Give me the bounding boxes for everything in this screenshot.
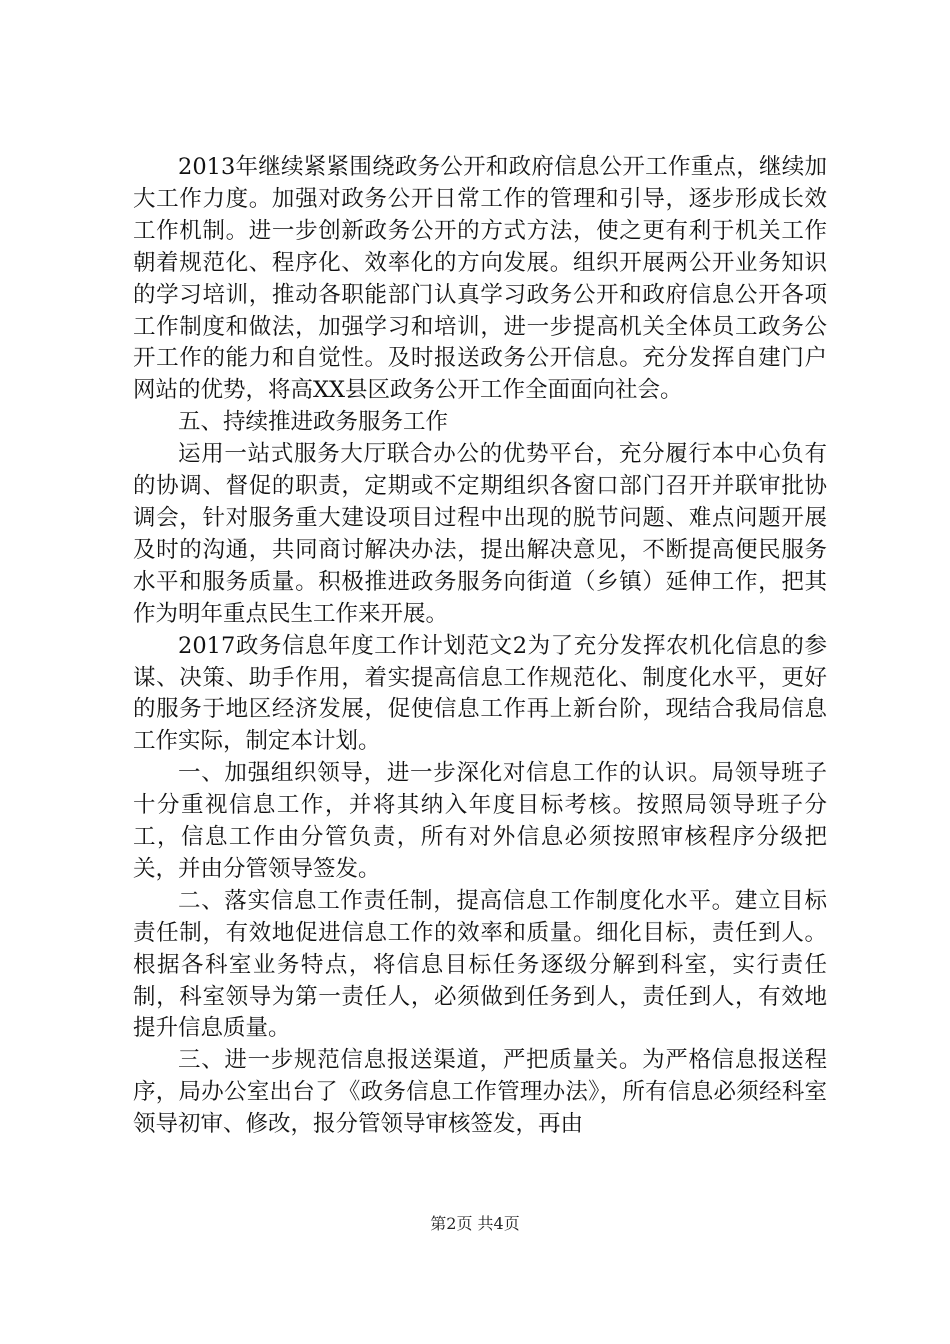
page-number-footer: 第2页 共4页 [430, 1214, 520, 1233]
paragraph-6: 三、进一步规范信息报送渠道，严把质量关。为严格信息报送程序，局办公室出台了《政务信息工作管理办法》，所有信息必须经科室领导初审、修改，报分管领导审核签发，再由 [133, 1047, 827, 1138]
paragraph-2: 运用一站式服务大厅联合办公的优势平台，充分履行本中心负有的协调、督促的职责，定期或不定期组织各窗口部门召开并联审批协调会，针对服务重大建设项目过程中出现的脱节问题、难点问题开展及时的沟通，共同商讨解决办法，提出解决意见，不断提高便民服务水平和服务质量。积极推进政务服务向街道（乡镇）延伸工作，把其作为明年重点民生工作来开展。 [133, 441, 827, 627]
paragraph-1: 2013年继续紧紧围绕政务公开和政府信息公开工作重点，继续加大工作力度。加强对政务公开日常工作的管理和引导，逐步形成长效工作机制。进一步创新政务公开的方式方法，使之更有利于机关工作朝着规范化、程序化、效率化的方向发展。组织开展两公开业务知识的学习培训，推动各职能部门认真学习政务公开和政府信息公开各项工作制度和做法，加强学习和培训，进一步提高机关全体员工政务公开工作的能力和自觉性。及时报送政务公开信息。充分发挥自建门户网站的优势，将高XX县区政务公开工作全面面向社会。 [133, 154, 827, 404]
document-body [133, 152, 827, 1141]
paragraph-4: 一、加强组织领导，进一步深化对信息工作的认识。局领导班子十分重视信息工作，并将其纳入年度目标考核。按照局领导班子分工，信息工作由分管负责，所有对外信息必须按照审核程序分级把关，并由分管领导签发。 [133, 760, 827, 882]
paragraph-5: 二、落实信息工作责任制，提高信息工作制度化水平。建立目标责任制，有效地促进信息工作的效率和质量。细化目标，责任到人。根据各科室业务特点，将信息目标任务逐级分解到科室，实行责任制，科室领导为第一责任人，必须做到任务到人，责任到人，有效地提升信息质量。 [133, 887, 827, 1042]
paragraph-3: 2017政务信息年度工作计划范文2为了充分发挥农机化信息的参谋、决策、助手作用，着实提高信息工作规范化、制度化水平，更好的服务于地区经济发展，促使信息工作再上新台阶，现结合我局信息工作实际，制定本计划。 [133, 632, 827, 755]
section-heading-5: 五、持续推进政务服务工作 [178, 409, 449, 436]
